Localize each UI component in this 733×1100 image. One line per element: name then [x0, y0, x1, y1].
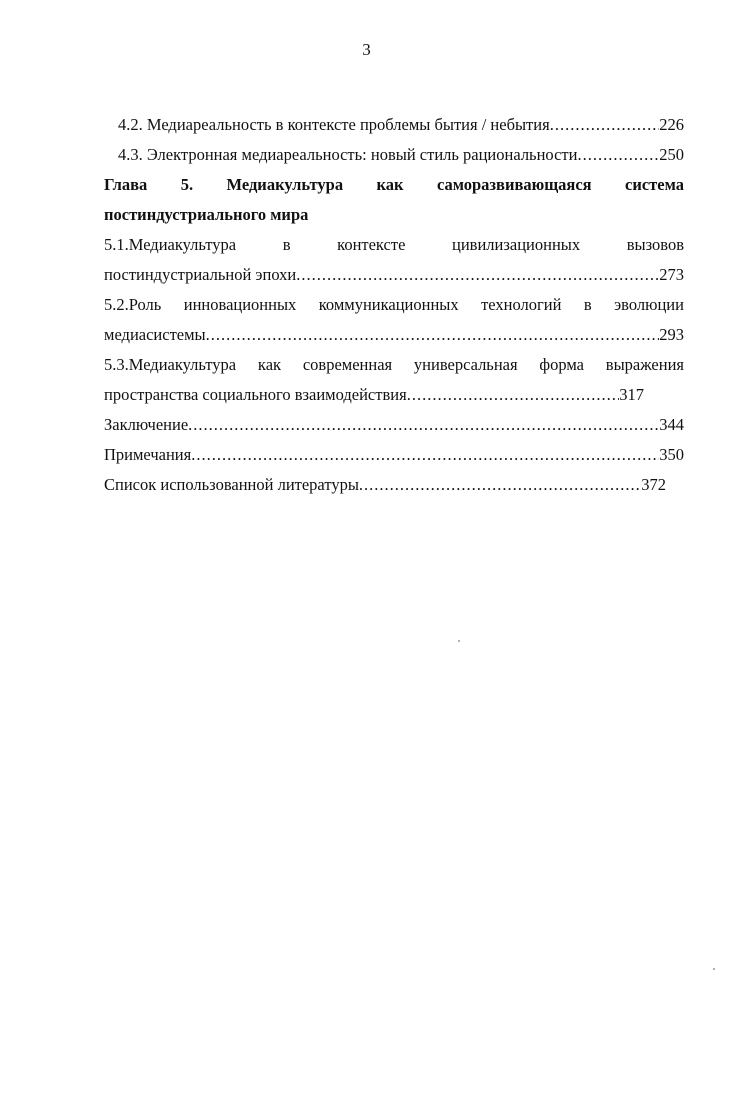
toc-leader-dots [407, 380, 620, 410]
toc-entry-title: постиндустриальной эпохи [104, 265, 297, 284]
chapter-word: саморазвивающаяся [436, 175, 592, 194]
toc-entry-page: 317 [619, 385, 644, 404]
toc-leader-dots [188, 410, 659, 440]
chapter-heading-line [104, 170, 684, 200]
toc-entry-5-3-line-2 [104, 380, 644, 410]
scan-speck [458, 640, 460, 642]
toc-entry-5-3-line-1 [104, 350, 684, 380]
toc-entry-page: 226 [659, 115, 684, 134]
toc-entry-page: 372 [641, 475, 666, 494]
toc-entry-5-2-line-1 [104, 290, 684, 320]
toc-entry-page: 250 [659, 145, 684, 164]
toc-word: цивилизационных [452, 235, 581, 254]
toc-entry-title: 4.3. Электронная медиареальность: новый стиль рациональности [118, 145, 578, 164]
chapter-word: 5. [180, 175, 194, 194]
toc-entry-5-2-line-2 [104, 320, 684, 350]
toc-leader-dots [550, 110, 660, 140]
toc-entry-page: 350 [659, 445, 684, 464]
chapter-word: Медиакультура [226, 175, 344, 194]
chapter-word: система [625, 175, 684, 194]
toc-leader-dots [206, 320, 660, 350]
toc-entry-title: пространства социального взаимодействия [104, 385, 407, 404]
toc-entry-title: Список использованной литературы [104, 475, 359, 494]
toc-entry-conclusion [104, 410, 684, 440]
toc-leader-dots [359, 470, 641, 500]
toc-word: 5.2.Роль [104, 295, 162, 314]
toc-word: эволюции [614, 295, 684, 314]
toc-entry-5-1-line-1 [104, 230, 684, 260]
toc-entry-5-1-line-2 [104, 260, 684, 290]
toc-leader-dots [191, 440, 659, 470]
chapter-heading-text: постиндустриального мира [104, 205, 309, 224]
toc-word: контексте [337, 235, 406, 254]
table-of-contents [104, 110, 684, 500]
toc-entry-4-2 [104, 110, 684, 140]
toc-word: коммуникационных [318, 295, 459, 314]
toc-entry-page: 273 [659, 265, 684, 284]
toc-word: 5.3.Медиакультура [104, 355, 237, 374]
toc-word: в [282, 235, 291, 254]
toc-word: технологий [481, 295, 562, 314]
toc-word: форма [539, 355, 584, 374]
toc-entry-notes [104, 440, 684, 470]
scan-speck [713, 968, 715, 970]
toc-word: выражения [605, 355, 684, 374]
toc-word: современная [302, 355, 393, 374]
toc-entry-title: медиасистемы [104, 325, 206, 344]
toc-word: инновационных [183, 295, 297, 314]
toc-entry-title: 4.2. Медиареальность в контексте проблемы бытия / небытия [118, 115, 550, 134]
toc-entry-title: Примечания [104, 445, 192, 464]
toc-entry-page: 344 [659, 415, 684, 434]
toc-entry-4-3 [104, 140, 684, 170]
toc-word: вызовов [626, 235, 684, 254]
toc-word: как [257, 355, 282, 374]
toc-entry-title: Заключение [104, 415, 189, 434]
chapter-heading-line-2 [104, 200, 684, 230]
toc-word: универсальная [413, 355, 518, 374]
chapter-word: Глава [104, 175, 148, 194]
page-number: 3 [362, 40, 371, 59]
toc-entry-bibliography [104, 470, 666, 500]
toc-word: в [583, 295, 592, 314]
toc-leader-dots [296, 260, 659, 290]
toc-leader-dots [577, 140, 659, 170]
chapter-word: как [376, 175, 404, 194]
toc-word: 5.1.Медиакультура [104, 235, 237, 254]
toc-entry-page: 293 [659, 325, 684, 344]
